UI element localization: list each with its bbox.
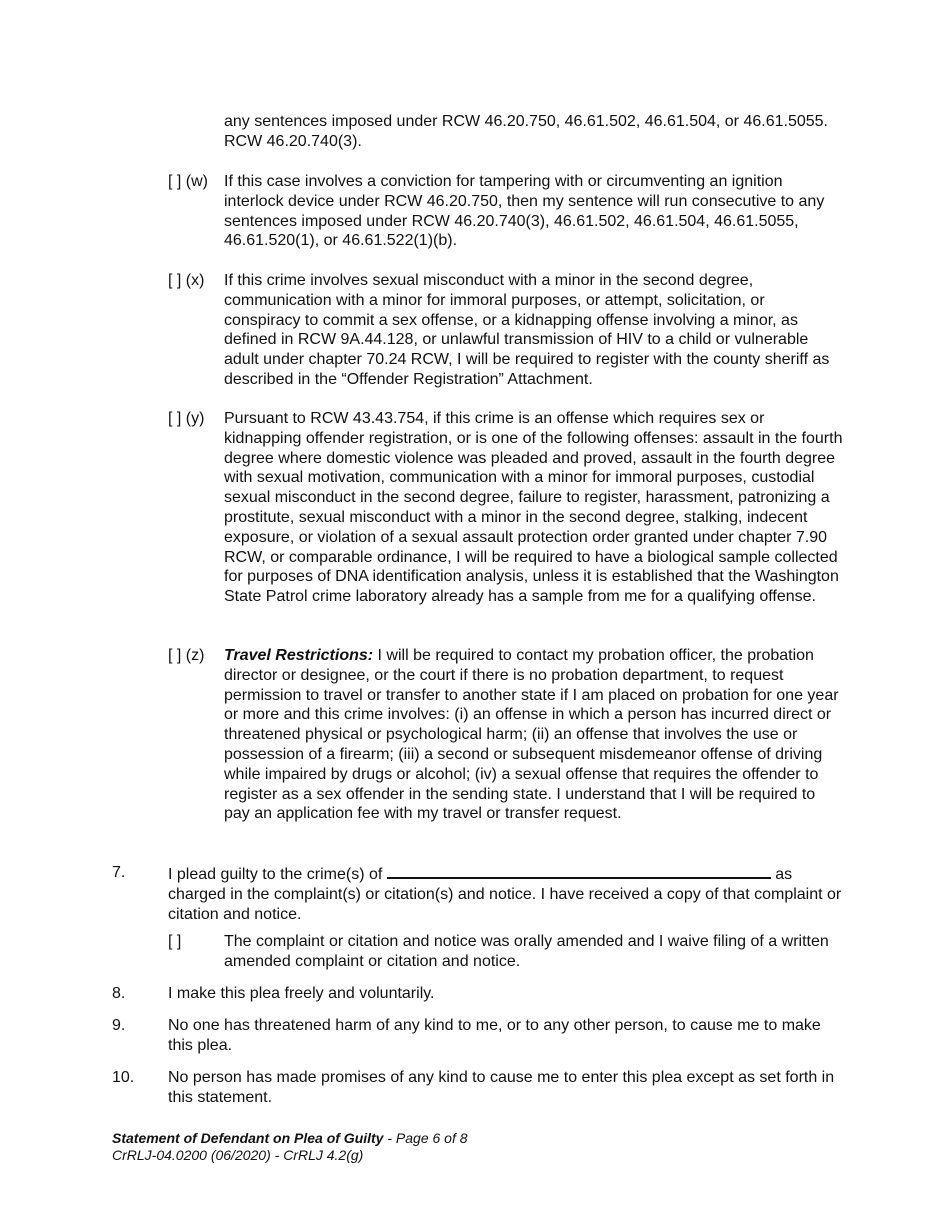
paragraph-9-number: 9.	[112, 1017, 126, 1034]
checkbox-z[interactable]: [ ] (z)	[168, 647, 205, 664]
paragraph-9	[112, 1016, 852, 1056]
checkbox-amended[interactable]: [ ]	[168, 933, 182, 950]
paragraph-7-text	[168, 863, 848, 924]
crime-blank-line[interactable]	[387, 863, 771, 879]
travel-restrictions-heading: Travel Restrictions:	[224, 647, 374, 664]
paragraph-8-number: 8.	[112, 985, 126, 1002]
paragraph-7	[112, 863, 852, 924]
paragraph-7-number: 7.	[112, 864, 126, 881]
item-y-text: Pursuant to RCW 43.43.754, if this crime is an offense which requires sex or kidnapping offender registration, or is one of the following offenses: assault in the fourth degree where domestic violence was pleaded and proved, assault in the fourth degree with sexual motivation, communication with a minor for immoral purposes, custodial sexual misconduct in the second degree, failure to register, harassment, patronizing a prostitute, sexual misconduct with a minor in the second degree, stalking, indecent exposure, or violation of a sexual assault protection order granted under chapter 7.90 RCW, or comparable ordinance, I will be required to have a biological sample collected for purposes of DNA identification analysis, unless it is established that the Washington State Patrol crime laboratory already has a sample from me for a qualifying offense.	[224, 410, 843, 606]
paragraph-10-text: No person has made promises of any kind to cause me to enter this plea except as set forth in this statement.	[168, 1069, 835, 1106]
checkbox-w[interactable]: [ ] (w)	[168, 173, 208, 190]
paragraph-7-sub	[168, 932, 848, 972]
footer-line-1	[112, 1130, 468, 1147]
paragraph-8-text: I make this plea freely and voluntarily.	[168, 985, 435, 1002]
footer-form-number: CrRLJ-04.0200 (06/2020) - CrRLJ 4.2(g)	[112, 1147, 364, 1163]
footer-title: Statement of Defendant on Plea of Guilty	[112, 1130, 384, 1146]
paragraph-10	[112, 1068, 852, 1108]
item-z-text	[224, 646, 844, 824]
item-x	[168, 271, 848, 390]
page-footer	[112, 1130, 468, 1164]
item-x-text: If this crime involves sexual misconduct with a minor in the second degree, communication with a minor for immoral purposes, or attempt, solicitation, or conspiracy to commit a sex offense, or a kidnapping offense involving a minor, as defined in RCW 9A.44.128, or unlawful transmission of HIV to a child or vulnerable adult under chapter 70.24 RCW, I will be required to register with the county sheriff as described in the “Offender Registration” Attachment.	[224, 272, 830, 388]
paragraph-10-number: 10.	[112, 1069, 135, 1086]
footer-page-number: - Page 6 of 8	[383, 1130, 468, 1146]
item-z	[168, 646, 848, 824]
continuation-paragraph: any sentences imposed under RCW 46.20.750, 46.61.502, 46.61.504, or 46.61.5055. RCW 46.20.740(3).	[224, 113, 828, 150]
checkbox-x[interactable]: [ ] (x)	[168, 272, 205, 289]
paragraph-7-before: I plead guilty to the crime(s) of	[168, 866, 387, 883]
paragraph-8	[112, 984, 852, 1004]
paragraph-7-after: as charged in the complaint(s) or citation(s) and notice. I have received a copy of that complaint or citation and notice.	[168, 866, 842, 923]
paragraph-9-text: No one has threatened harm of any kind to me, or to any other person, to cause me to make this plea.	[168, 1017, 821, 1054]
item-w	[168, 172, 848, 251]
item-w-text: If this case involves a conviction for tampering with or circumventing an ignition interlock device under RCW 46.20.750, then my sentence will run consecutive to any sentences imposed under RCW 46.20.740(3), 46.61.502, 46.61.504, 46.61.5055, 46.61.520(1), or 46.61.522(1)(b).	[224, 173, 825, 250]
paragraph-7-sub-text: The complaint or citation and notice was orally amended and I waive filing of a written amended complaint or citation and notice.	[224, 933, 829, 970]
checkbox-y[interactable]: [ ] (y)	[168, 410, 205, 427]
travel-restrictions-text: I will be required to contact my probation officer, the probation director or designee, or the court if there is no probation department, to request permission to travel or transfer to another state if I am placed on probation for one year or more and this crime involves: (i) an offense in which a person has incurred direct or threatened physical or psychological harm; (ii) an offense that involves the use or possession of a firearm; (iii) a second or subsequent misdemeanor offense of driving while impaired by drugs or alcohol; (iv) a sexual offense that requires the offender to register as a sex offender in the sending state. I understand that I will be required to pay an application fee with my travel or transfer request.	[224, 647, 839, 823]
item-y	[168, 409, 848, 607]
